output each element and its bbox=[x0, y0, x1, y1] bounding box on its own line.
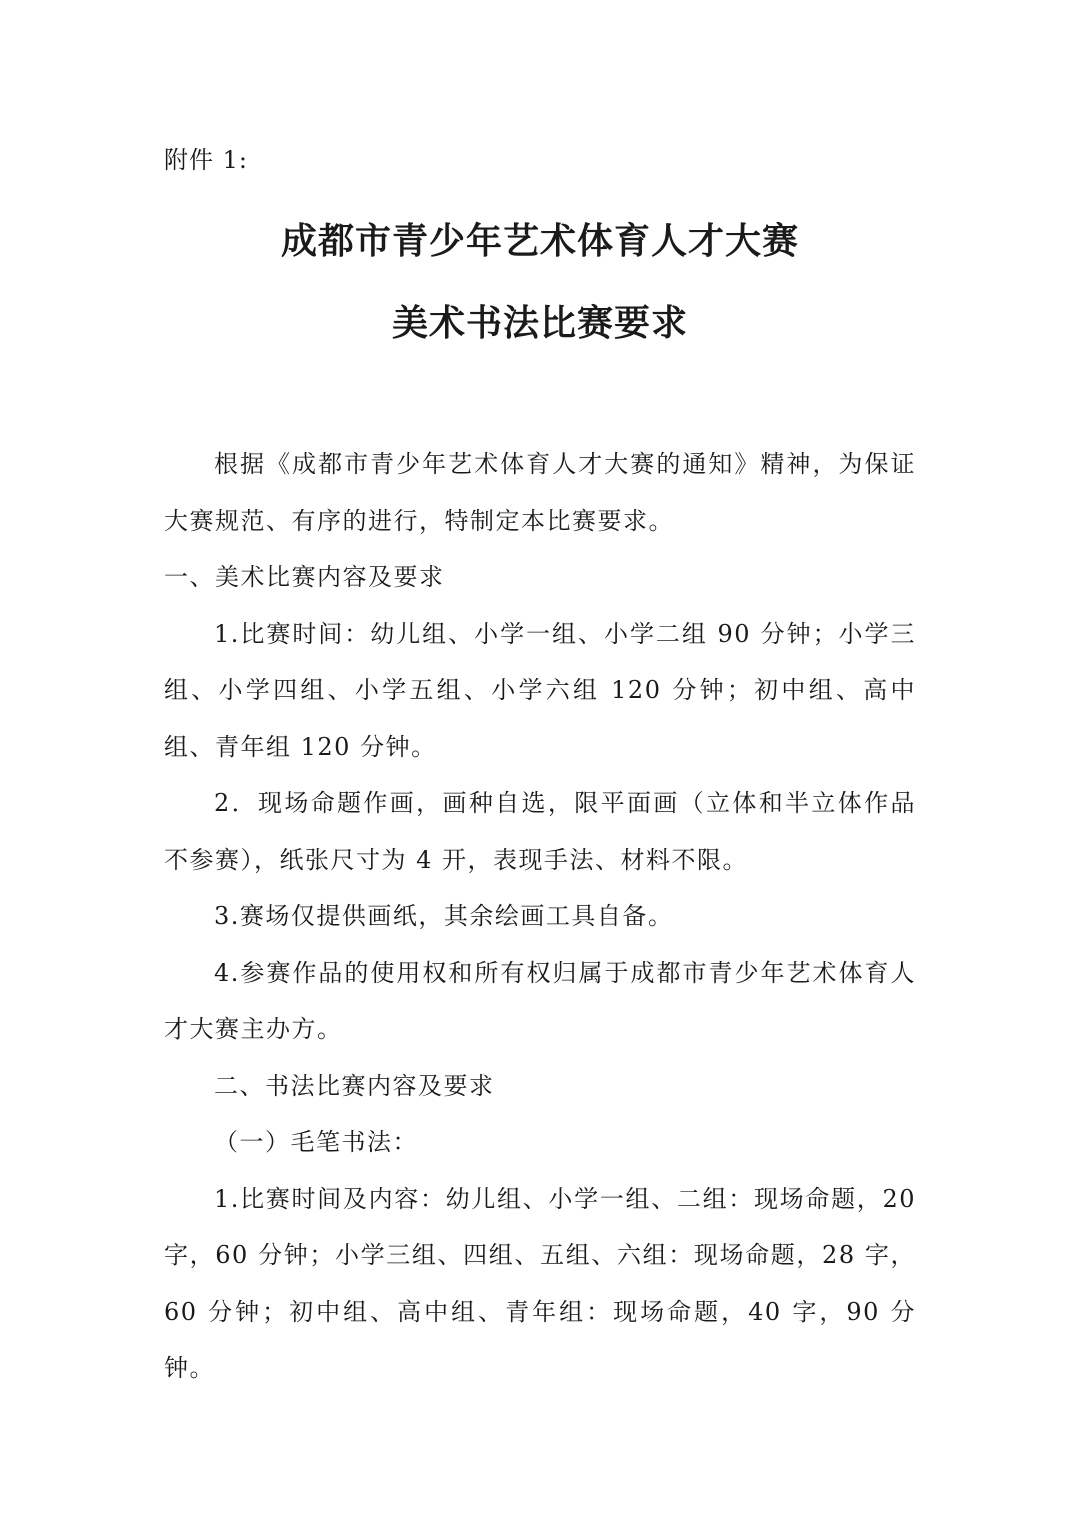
section-2-heading: 二、书法比赛内容及要求 bbox=[214, 1071, 495, 1100]
document-title-line-2: 美术书法比赛要求 bbox=[391, 303, 688, 344]
intro-paragraph: 根据《成都市青少年艺术体育人才大赛的通知》精神，为保证大赛规范、有序的进行，特制定本比赛要求。 bbox=[164, 450, 916, 535]
attachment-label: 附件 1: bbox=[164, 146, 248, 174]
section-2-item-1: 1.比赛时间及内容：幼儿组、小学一组、二组：现场命题，20 字，60 分钟；小学三组、四组、五组、六组：现场命题，28 字，60 分钟；初中组、高中组、青年组：现场命题，40 字，90 分钟。 bbox=[164, 1184, 916, 1382]
section-1-item-1: 1.比赛时间：幼儿组、小学一组、小学二组 90 分钟；小学三组、小学四组、小学五组、小学六组 120 分钟；初中组、高中组、青年组 120 分钟。 bbox=[164, 619, 916, 761]
document-title-line-1: 成都市青少年艺术体育人才大赛 bbox=[280, 221, 799, 262]
section-1-heading: 一、美术比赛内容及要求 bbox=[164, 563, 445, 591]
section-1-item-2: 2．现场命题作画，画种自选，限平面画（立体和半立体作品不参赛），纸张尺寸为 4 开，表现手法、材料不限。 bbox=[164, 789, 916, 874]
section-1-item-4: 4.参赛作品的使用权和所有权归属于成都市青少年艺术体育人才大赛主办方。 bbox=[164, 958, 916, 1043]
section-1-item-3: 3.赛场仅提供画纸，其余绘画工具自备。 bbox=[214, 902, 674, 930]
section-2-subheading-1: （一）毛笔书法： bbox=[214, 1128, 418, 1156]
document-body bbox=[164, 436, 916, 1397]
